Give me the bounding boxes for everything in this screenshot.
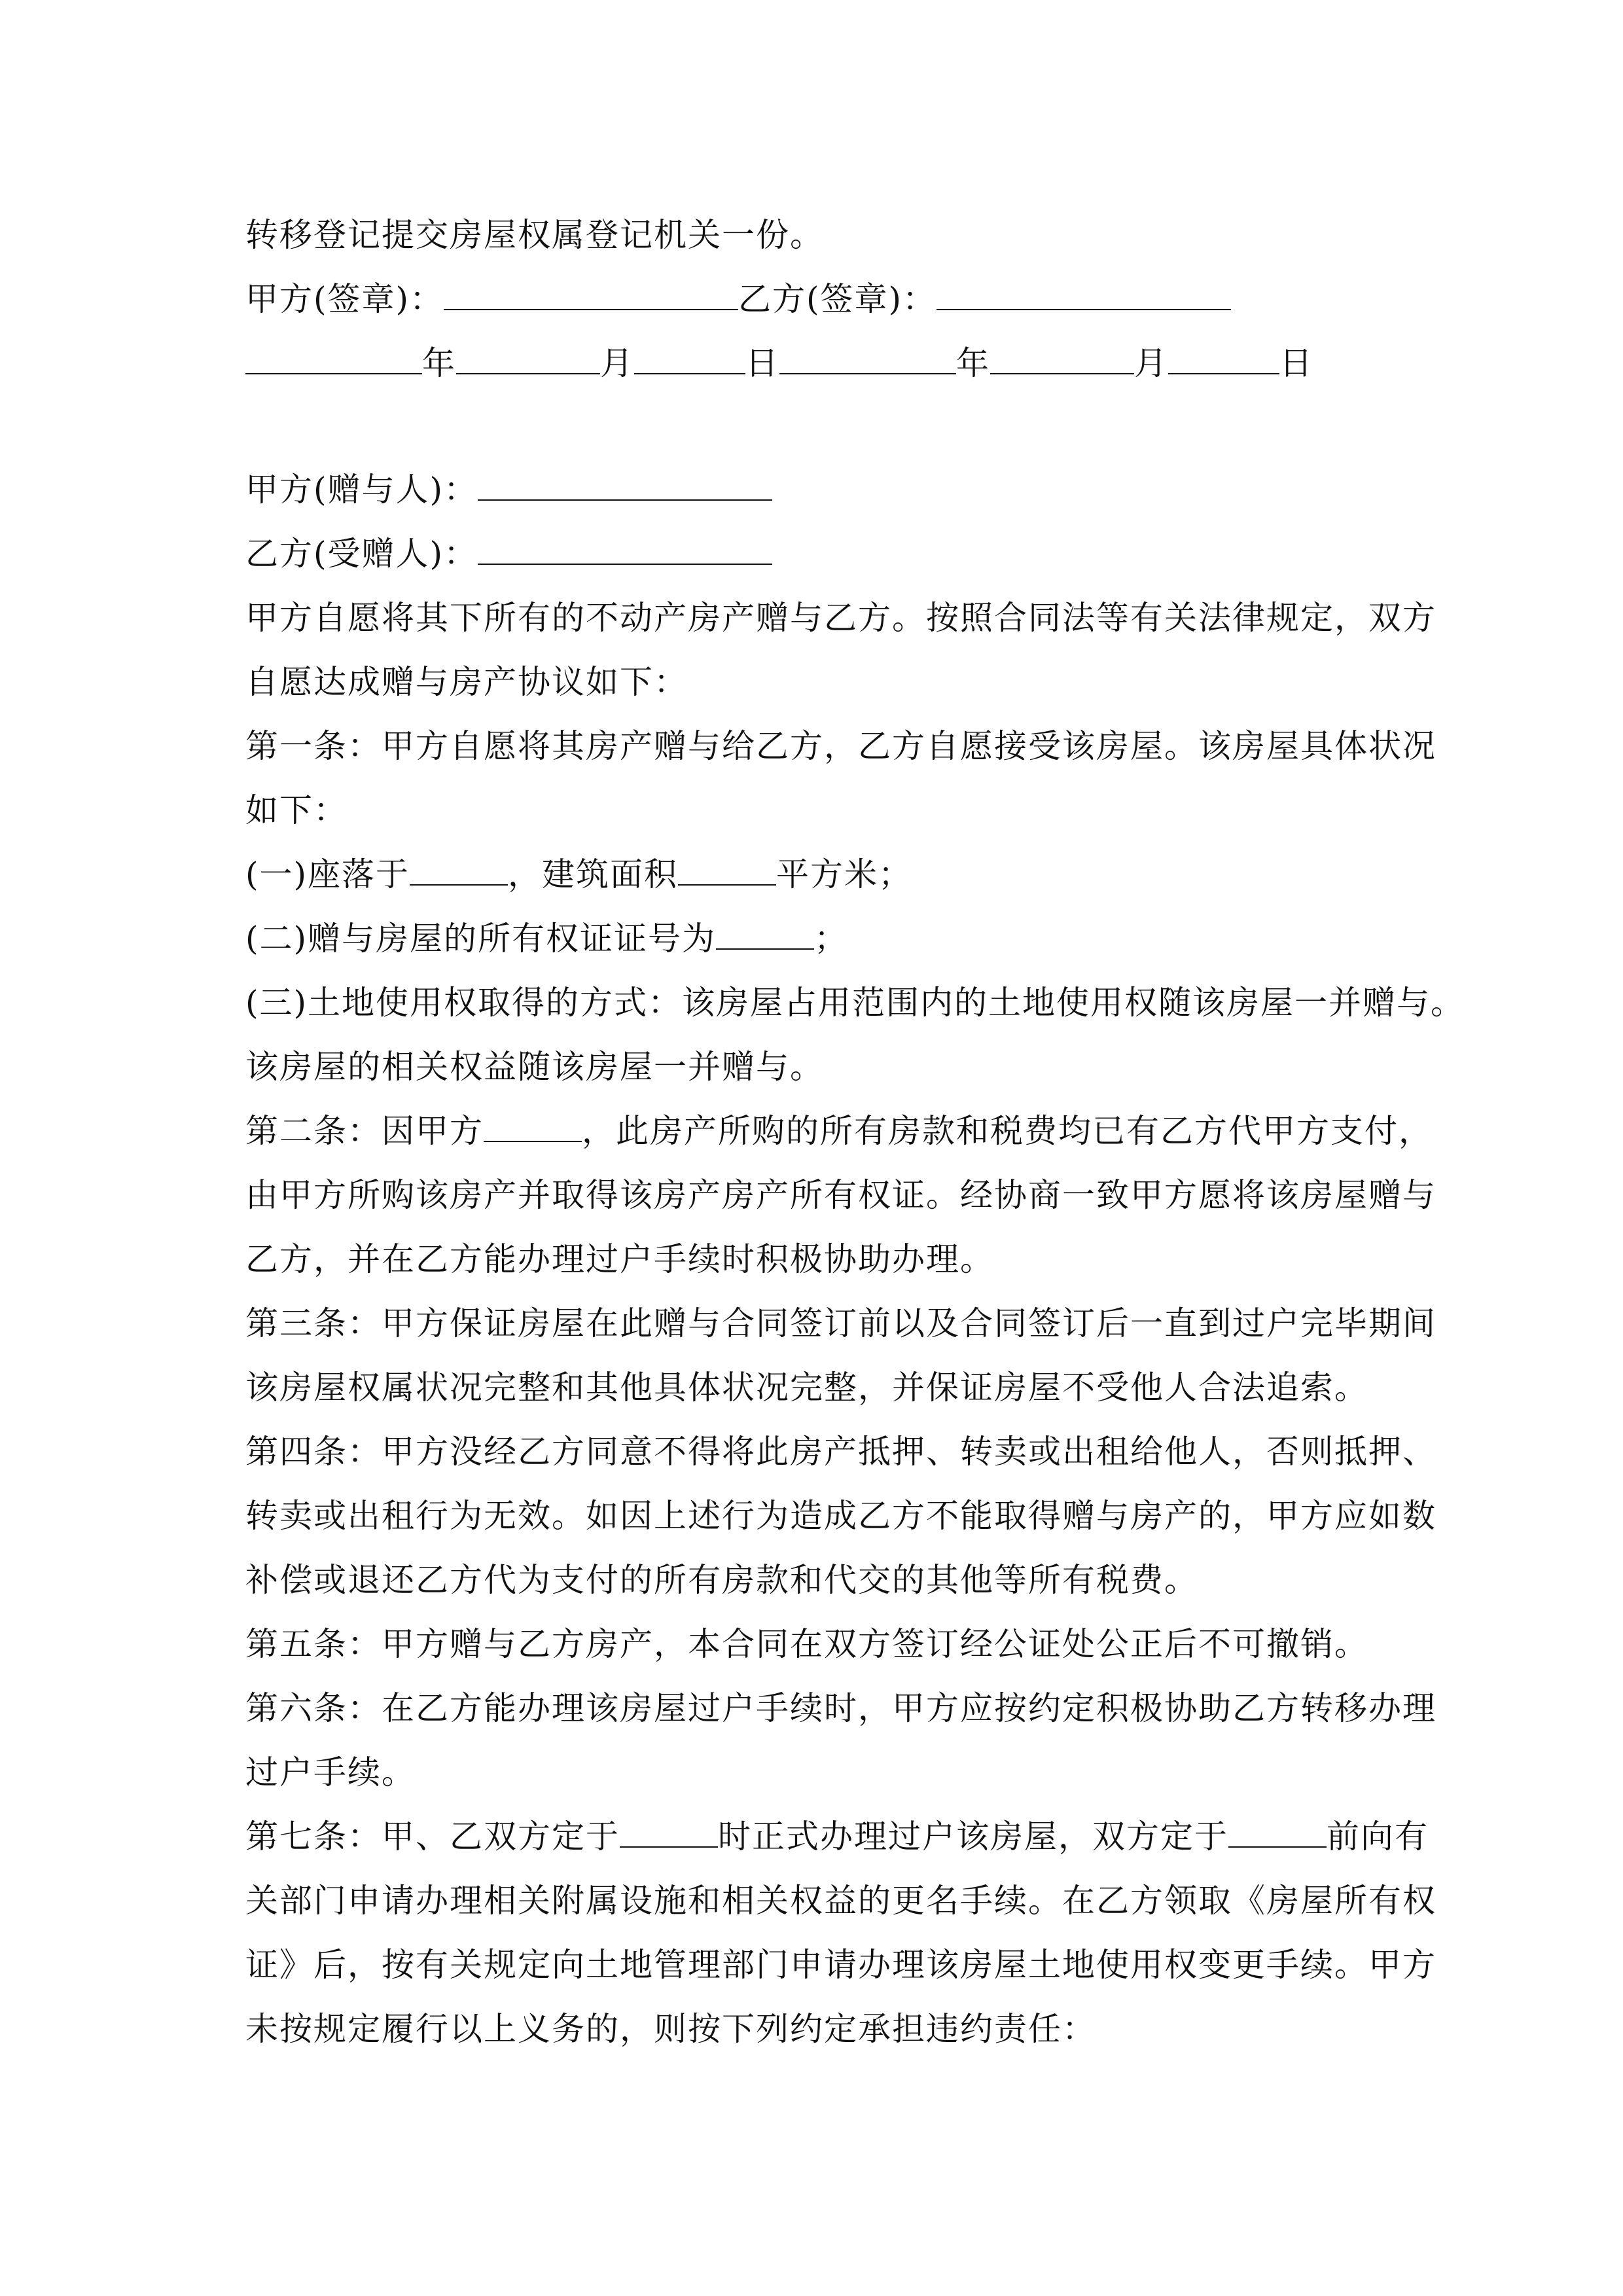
item-3-line: (三)土地使用权取得的方式：该房屋占用范围内的土地使用权随该房屋一并赠与。 bbox=[245, 984, 1465, 1022]
intro-line: 自愿达成赠与房产协议如下： bbox=[245, 663, 688, 701]
area-blank bbox=[678, 853, 776, 886]
year-label: 年 bbox=[422, 344, 456, 382]
article-7-line: 关部门申请办理相关附属设施和相关权益的更名手续。在乙方领取《房屋所有权 bbox=[245, 1882, 1436, 1920]
signature-line bbox=[245, 267, 1378, 331]
donor-line bbox=[245, 457, 1378, 522]
location-blank bbox=[410, 853, 508, 886]
article-7-middle: 时正式办理过户该房屋，双方定于 bbox=[718, 1818, 1228, 1856]
article-7-end: 前向有 bbox=[1327, 1818, 1429, 1856]
item-3-line: 该房屋的相关权益随该房屋一并赠与。 bbox=[245, 1048, 824, 1086]
article-1-line: 如下： bbox=[245, 791, 348, 829]
section-spacer bbox=[245, 395, 1378, 457]
day-label: 日 bbox=[1279, 344, 1313, 382]
party-b-month-blank bbox=[990, 342, 1134, 375]
rename-deadline-blank bbox=[1228, 1816, 1327, 1848]
month-label: 月 bbox=[600, 344, 634, 382]
donor-blank bbox=[478, 469, 772, 501]
item-1-area-label: ，建筑面积 bbox=[508, 855, 679, 893]
transfer-registration-line: 转移登记提交房屋权属登记机关一份。 bbox=[245, 216, 824, 254]
certificate-number-blank bbox=[716, 918, 814, 950]
article-4-line: 转卖或出租行为无效。如因上述行为造成乙方不能取得赠与房产的，甲方应如数 bbox=[245, 1497, 1436, 1535]
article-4-line: 补偿或退还乙方代为支付的所有房款和代交的其他等所有税费。 bbox=[245, 1561, 1198, 1599]
item-1-location-label: (一)座落于 bbox=[245, 855, 410, 893]
party-a-seal-label: 甲方(签章)： bbox=[245, 280, 444, 318]
intro-line: 甲方自愿将其下所有的不动产房产赠与乙方。按照合同法等有关法律规定，双方 bbox=[245, 599, 1436, 637]
donor-label: 甲方(赠与人)： bbox=[245, 471, 478, 509]
reason-blank bbox=[484, 1110, 582, 1143]
year-label: 年 bbox=[956, 344, 990, 382]
article-6-line: 第六条：在乙方能办理该房屋过户手续时，甲方应按约定积极协助乙方转移办理 bbox=[245, 1689, 1436, 1727]
item-1-line bbox=[245, 842, 1378, 906]
article-2-line bbox=[245, 1099, 1433, 1163]
article-4-line: 第四条：甲方没经乙方同意不得将此房产抵押、转卖或出租给他人，否则抵押、 bbox=[245, 1433, 1436, 1471]
article-7-line: 证》后，按有关规定向土地管理部门申请办理该房屋土地使用权变更手续。甲方 bbox=[245, 1946, 1436, 1984]
party-b-year-blank bbox=[779, 342, 956, 375]
article-2-start: 第二条：因甲方 bbox=[245, 1112, 484, 1150]
article-2-line: 由甲方所购该房产并取得该房产房产所有权证。经协商一致甲方愿将该房屋赠与 bbox=[245, 1176, 1436, 1214]
article-6-line: 过户手续。 bbox=[245, 1753, 416, 1791]
article-3-line: 该房屋权属状况完整和其他具体状况完整，并保证房屋不受他人合法追索。 bbox=[245, 1369, 1368, 1407]
article-2-line: 乙方，并在乙方能办理过户手续时积极协助办理。 bbox=[245, 1240, 994, 1278]
item-1-unit-label: 平方米； bbox=[776, 855, 913, 893]
article-5-line: 第五条：甲方赠与乙方房产，本合同在双方签订经公证处公正后不可撤销。 bbox=[245, 1625, 1368, 1663]
donee-line bbox=[245, 522, 1378, 586]
party-a-year-blank bbox=[245, 342, 422, 375]
article-7-start: 第七条：甲、乙双方定于 bbox=[245, 1818, 620, 1856]
donee-label: 乙方(受赠人)： bbox=[245, 535, 478, 573]
donee-blank bbox=[478, 533, 772, 565]
party-b-day-blank bbox=[1168, 342, 1279, 375]
item-2-certificate-label: (二)赠与房屋的所有权证证号为 bbox=[245, 920, 717, 958]
article-7-line bbox=[245, 1804, 1429, 1869]
item-2-end: ； bbox=[814, 920, 849, 958]
party-a-day-blank bbox=[634, 342, 745, 375]
article-1-line: 第一条：甲方自愿将其房产赠与给乙方，乙方自愿接受该房屋。该房屋具体状况 bbox=[245, 727, 1436, 765]
item-2-line bbox=[245, 906, 1378, 971]
article-7-line: 未按规定履行以上义务的，则按下列约定承担违约责任： bbox=[245, 2010, 1096, 2048]
party-a-month-blank bbox=[456, 342, 600, 375]
article-3-line: 第三条：甲方保证房屋在此赠与合同签订前以及合同签订后一直到过户完毕期间 bbox=[245, 1304, 1436, 1342]
party-b-seal-label: 乙方(签章)： bbox=[738, 280, 937, 318]
date-line bbox=[245, 331, 1378, 395]
article-2-rest: ，此房产所购的所有房款和税费均已有乙方代甲方支付， bbox=[582, 1112, 1433, 1150]
transfer-time-blank bbox=[620, 1816, 718, 1848]
party-a-seal-blank bbox=[444, 278, 738, 311]
day-label: 日 bbox=[745, 344, 779, 382]
month-label: 月 bbox=[1134, 344, 1168, 382]
party-b-seal-blank bbox=[936, 278, 1231, 311]
